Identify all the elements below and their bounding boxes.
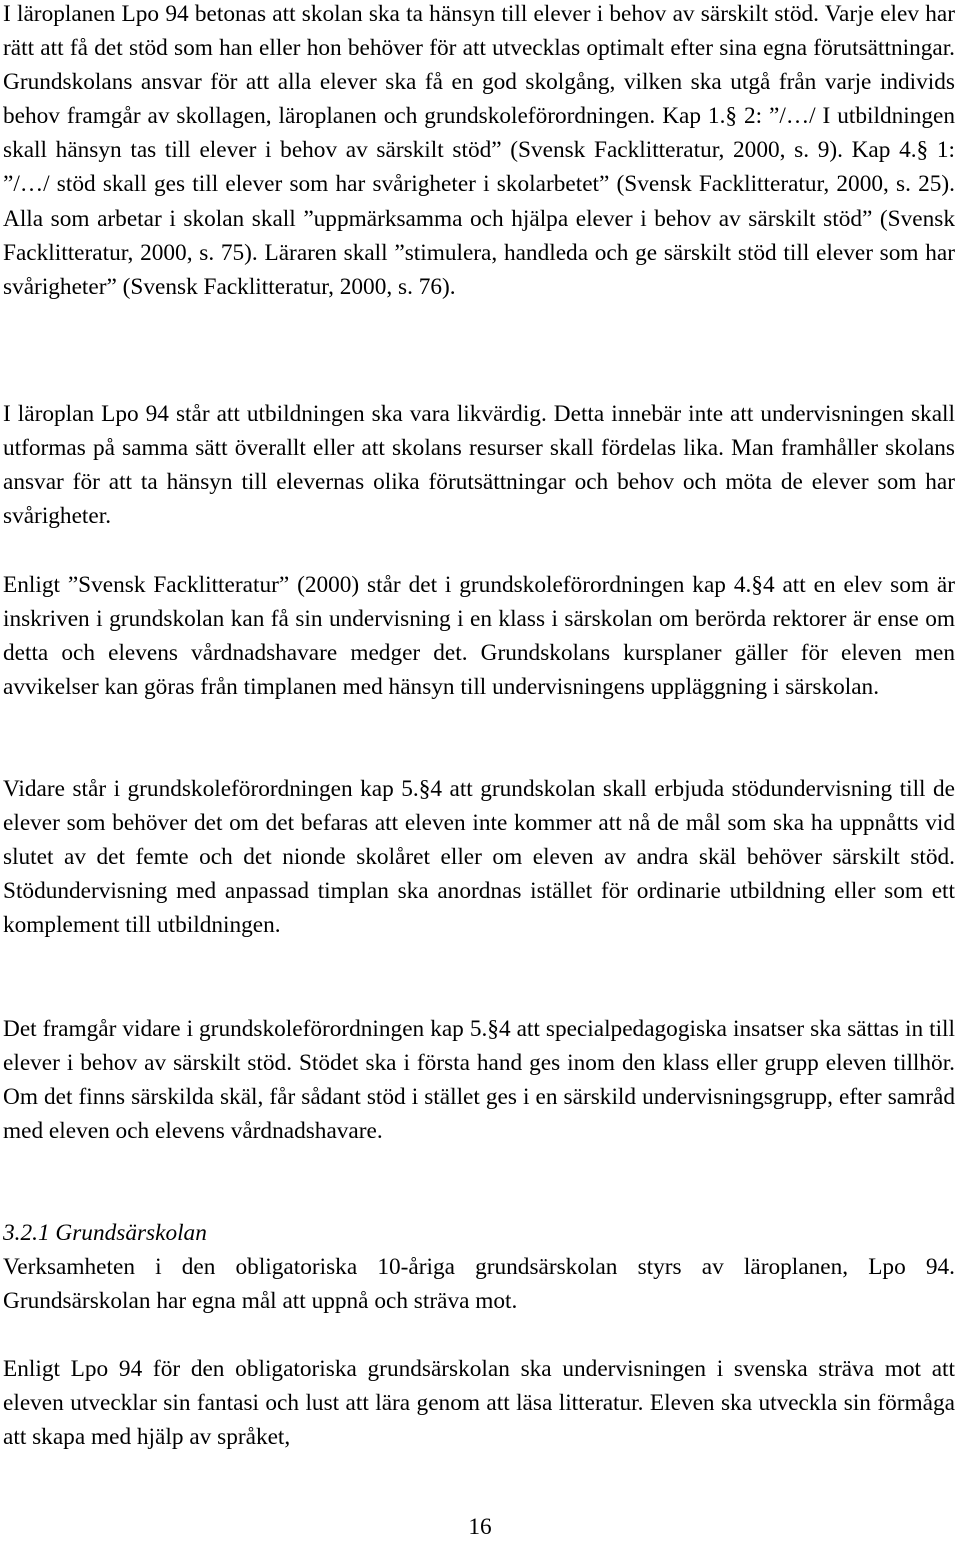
paragraph-special-pedagogical-measures: Det framgår vidare i grundskoleförordningen kap 5.§4 att specialpedagogiska insatser ska sättas in till elever i behov av särskilt stöd. Stödet ska i första hand ges inom den klass eller grupp eleven tillhör. Om det finns särskilda skäl, får sådant stöd i stället ges i en särskild undervisningsgrupp, efter samråd med eleven och elevens vårdnadshavare. [3,1016,955,1145]
paragraph-equivalent-education: I läroplan Lpo 94 står att utbildningen ska vara likvärdig. Detta innebär inte att undervisningen skall utformas på samma sätt överallt eller att skolans resurser skall fördelas lika. Man framhåller skolans ansvar för att ta hänsyn till elevernas olika förutsättningar och behov och möta de elever som har svårigheter. [3,401,955,530]
paragraph-remedial-teaching: Vidare står i grundskoleförordningen kap 5.§4 att grundskolan skall erbjuda stödundervisning till de elever som behöver det om det befaras att eleven inte kommer att nå de mål som ska ha uppnåtts vid slutet av det femte och det nionde skolåret eller om eleven av andra skäl behöver särskilt stöd. Stödundervisning med anpassad timplan ska anordnas istället för ordinarie utbildning eller som ett komplement till utbildningen. [3,776,955,939]
paragraph-grundsarskolan-swedish: Enligt Lpo 94 för den obligatoriska grundsärskolan ska undervisningen i svenska sträva mot att eleven utvecklar sin fantasi och lust att lära genom att läsa litteratur. Eleven ska utveckla sin förmåga att skapa med hjälp av språket, [3,1356,955,1451]
paragraph-grundsarskolan-curriculum: Verksamheten i den obligatoriska 10-åriga grundsärskolan styrs av läroplanen, Lpo 94. Grundsärskolan har egna mål att uppnå och sträva mot. [3,1254,955,1315]
page-number: 16 [468,1514,492,1540]
section-heading: 3.2.1 Grundsärskolan [3,1220,207,1246]
paragraph-lpo94-special-support: I läroplanen Lpo 94 betonas att skolan ska ta hänsyn till elever i behov av särskilt stöd. Varje elev har rätt att få det stöd som han eller hon behöver för att utvecklas optimalt efter sina egna förutsättningar. Grundskolans ansvar för att alla elever ska få en god skolgång, vilken ska utgå från varje individs behov framgår av skollagen, läroplanen och grundskoleförordningen. Kap 1.§ 2: ”/…/ I utbildningen skall hänsyn tas till elever i behov av särskilt stöd” (Svensk Facklitteratur, 2000, s. 9). Kap 4.§ 1: ”/…/ stöd skall ges till elever som har svårigheter i skolarbetet” (Svensk Facklitteratur, 2000, s. 25). Alla som arbetar i skolan skall ”uppmärksamma och hjälpa elever i behov av särskilt stöd” (Svensk Facklitteratur, 2000, s. 75). Läraren skall ”stimulera, handleda och ge särskilt stöd till elever som har svårigheter” (Svensk Facklitteratur, 2000, s. 76). [3,1,955,300]
paragraph-sarskola-placement: Enligt ”Svensk Facklitteratur” (2000) står det i grundskoleförordningen kap 4.§4 att en elev som är inskriven i grundskolan kan få sin undervisning i en klass i särskolan om berörda rektorer är ense om detta och elevens vårdnadshavare medger det. Grundskolans kursplaner gäller för eleven men avvikelser kan göras från timplanen med hänsyn till undervisningens uppläggning i särskolan. [3,572,955,701]
